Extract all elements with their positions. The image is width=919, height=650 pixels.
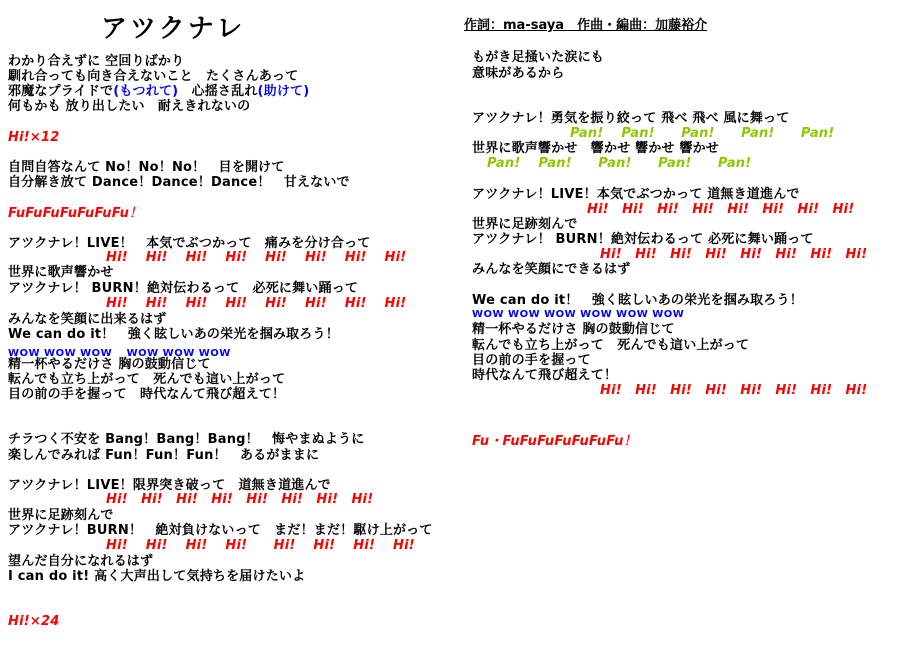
lyric-text: 心揺さ乱れ bbox=[178, 84, 258, 99]
lyric-line-with-callouts bbox=[8, 84, 309, 99]
call-red: Hi!×12 bbox=[8, 130, 60, 145]
call-red: Hi! Hi! Hi! Hi! Hi! Hi! Hi! Hi! bbox=[600, 247, 868, 262]
lyric-line: 何もかも 放り出したい 耐えきれないの bbox=[8, 99, 251, 114]
lyric-line: 望んだ自分になれるはず bbox=[8, 554, 154, 569]
lyric-line: 自問自答なんて No！No！No！ 目を開けて bbox=[8, 160, 285, 175]
call-green: Pan! Pan! Pan! Pan! Pan! bbox=[570, 126, 835, 141]
lyric-line: 世界に歌声響かせ 響かせ 響かせ 響かせ bbox=[472, 141, 720, 156]
lyric-line: みんなを笑顔にできるはず bbox=[472, 262, 631, 277]
call-red: Fu・FuFuFuFuFuFuFu！ bbox=[472, 434, 637, 449]
lyric-line: 自分解き放て Dance！Dance！Dance！ 甘えないで bbox=[8, 175, 350, 190]
lyric-line: 目の前の手を握って 時代なんて飛び超えて！ bbox=[8, 387, 286, 402]
lyric-line: 精一杯やるだけさ 胸の鼓動信じて bbox=[472, 322, 675, 337]
call-red: Hi! Hi! Hi! Hi! Hi! Hi! Hi! Hi! bbox=[600, 383, 868, 398]
lyric-line: 転んでも立ち上がって 死んでも這い上がって bbox=[8, 372, 286, 387]
lyric-line: わかり合えずに 空回りばかり bbox=[8, 54, 185, 69]
lyric-line: アツクナレ！ BURN！絶対伝わるって 必死に舞い踊って bbox=[472, 232, 814, 247]
call-blue: WOW WOW WOW WOW WOW WOW bbox=[472, 309, 685, 320]
call-red: Hi! Hi! Hi! Hi! Hi! Hi! Hi! Hi! bbox=[587, 202, 855, 217]
lyric-line: 意味があるから bbox=[472, 66, 565, 81]
song-title: アツクナレ bbox=[101, 14, 246, 44]
lyric-line: もがき足掻いた涙にも bbox=[472, 50, 605, 65]
lyric-line: アツクナレ！BURN！ 絶対負けないって まだ！まだ！駆け上がって bbox=[8, 523, 433, 538]
call-blue: WOW WOW WOW WOW WOW WOW bbox=[8, 348, 231, 359]
call-red: Hi! Hi! Hi! Hi! Hi! Hi! Hi! Hi! bbox=[106, 250, 407, 265]
callout-blue: (もつれて) bbox=[113, 84, 179, 99]
lyric-line: みんなを笑顔に出来るはず bbox=[8, 312, 167, 327]
lyric-line: アツクナレ！LIVE！ 本気でぶつかって 痛みを分け合って bbox=[8, 236, 371, 251]
call-red: Hi! Hi! Hi! Hi! Hi! Hi! Hi! Hi! bbox=[106, 538, 415, 553]
lyric-line: 目の前の手を握って bbox=[472, 353, 591, 368]
lyric-line: We can do it！ 強く眩しいあの栄光を掴み取ろう！ bbox=[8, 327, 339, 342]
lyric-line: 馴れ合っても向き合えないこと たくさんあって bbox=[8, 69, 299, 84]
lyric-line: アツクナレ！ BURN！絶対伝わるって 必死に舞い踊って bbox=[8, 281, 359, 296]
lyric-line: チラつく不安を Bang！Bang！Bang！ 悔やまぬように bbox=[8, 432, 365, 447]
lyric-line: 精一杯やるだけさ 胸の鼓動信じて bbox=[8, 357, 211, 372]
call-red: Hi!×24 bbox=[8, 614, 60, 629]
lyric-line: 楽しんでみれば Fun！Fun！Fun！ あるがままに bbox=[8, 448, 320, 463]
lyric-line: 転んでも立ち上がって 死んでも這い上がって bbox=[472, 338, 750, 353]
credits: 作詞：ma-saya 作曲・編曲：加藤裕介 bbox=[464, 18, 708, 33]
lyric-line: アツクナレ！勇気を振り絞って 飛べ 飛べ 風に舞って bbox=[472, 111, 790, 126]
call-green: Pan! Pan! Pan! Pan! Pan! bbox=[487, 156, 752, 171]
call-red: Hi! Hi! Hi! Hi! Hi! Hi! Hi! Hi! bbox=[106, 296, 407, 311]
lyric-line: We can do it！ 強く眩しいあの栄光を掴み取ろう！ bbox=[472, 293, 803, 308]
lyric-line: I can do it! 高く大声出して気持ちを届けたいよ bbox=[8, 569, 306, 584]
call-red: FuFuFuFuFuFuFu！ bbox=[8, 206, 143, 221]
lyric-line: 世界に足跡刻んで bbox=[8, 508, 114, 523]
lyric-line: アツクナレ！LIVE！限界突き破って 道無き道進んで bbox=[8, 478, 331, 493]
lyric-line: アツクナレ！LIVE！本気でぶつかって 道無き道進んで bbox=[472, 187, 800, 202]
lyric-text: 邪魔なプライドで bbox=[8, 84, 114, 99]
lyric-line: 時代なんて飛び超えて！ bbox=[472, 368, 618, 383]
callout-blue: (助けて) bbox=[257, 84, 310, 99]
lyric-line: 世界に歌声響かせ bbox=[8, 265, 114, 280]
lyric-line: 世界に足跡刻んで bbox=[472, 217, 578, 232]
call-red: Hi! Hi! Hi! Hi! Hi! Hi! Hi! Hi! bbox=[106, 492, 374, 507]
